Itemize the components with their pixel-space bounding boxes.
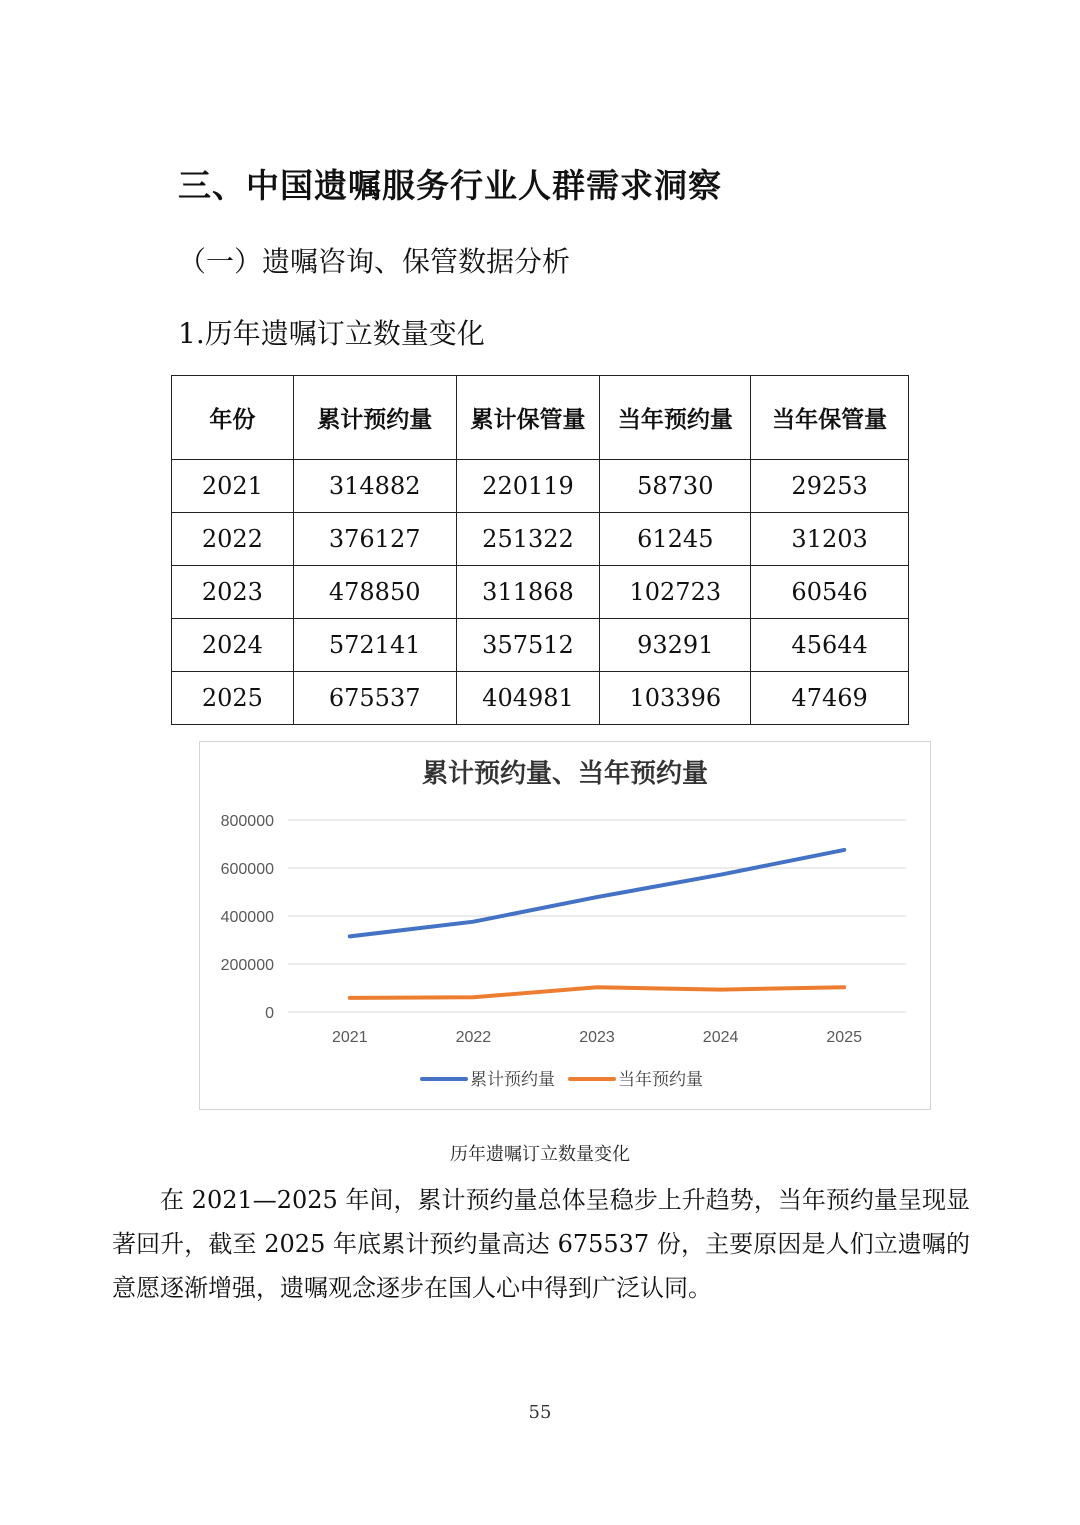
table-cell: 31203 <box>751 513 909 566</box>
y-tick-label: 600000 <box>220 861 274 878</box>
chart-canvas <box>200 742 930 1109</box>
series-line-1 <box>350 850 844 937</box>
table-cell: 103396 <box>600 672 751 725</box>
table-row <box>172 566 909 619</box>
x-tick-label: 2023 <box>579 1029 615 1046</box>
y-tick-label: 800000 <box>220 813 274 830</box>
table-cell: 47469 <box>751 672 909 725</box>
series-line-2 <box>350 987 844 998</box>
table-cell: 102723 <box>600 566 751 619</box>
chart-title: 累计预约量、当年预约量 <box>421 759 709 789</box>
table-cell: 45644 <box>751 619 909 672</box>
table-cell: 357512 <box>456 619 600 672</box>
table-cell: 376127 <box>293 513 456 566</box>
table-header-cell: 年份 <box>172 376 294 460</box>
legend-label: 累计预约量 <box>470 1070 555 1090</box>
table-cell: 2025 <box>172 672 294 725</box>
table-cell: 220119 <box>456 460 600 513</box>
table-cell: 572141 <box>293 619 456 672</box>
table-header-cell: 累计预约量 <box>293 376 456 460</box>
item-heading: 1.历年遗嘱订立数量变化 <box>178 317 485 350</box>
table-cell: 2023 <box>172 566 294 619</box>
table-cell: 478850 <box>293 566 456 619</box>
table-cell: 311868 <box>456 566 600 619</box>
table-row <box>172 619 909 672</box>
table-cell: 675537 <box>293 672 456 725</box>
figure-caption: 历年遗嘱订立数量变化 <box>450 1144 630 1165</box>
body-paragraph: 在 2021—2025 年间，累计预约量总体呈稳步上升趋势，当年预约量呈现显著回升，截至 2025 年底累计预约量高达 675537 份，主要原因是人们立遗嘱的意愿逐渐增强，遗嘱观念逐步在国人心中得到广泛认同。 <box>112 1186 970 1302</box>
data-table <box>171 375 909 725</box>
table-cell: 93291 <box>600 619 751 672</box>
table-cell: 2021 <box>172 460 294 513</box>
table-cell: 251322 <box>456 513 600 566</box>
table-row <box>172 513 909 566</box>
table-header-row <box>172 376 909 460</box>
section-heading: 三、中国遗嘱服务行业人群需求洞察 <box>178 166 722 205</box>
table-cell: 61245 <box>600 513 751 566</box>
page-number: 55 <box>528 1402 552 1423</box>
table-cell: 29253 <box>751 460 909 513</box>
x-tick-label: 2025 <box>826 1029 862 1046</box>
x-tick-label: 2024 <box>702 1029 739 1046</box>
table-row <box>172 672 909 725</box>
table-row <box>172 460 909 513</box>
table-cell: 60546 <box>751 566 909 619</box>
y-tick-label: 400000 <box>220 909 274 926</box>
x-tick-label: 2022 <box>455 1029 492 1046</box>
subsection-heading: （一）遗嘱咨询、保管数据分析 <box>178 245 571 278</box>
line-chart <box>199 741 931 1110</box>
table-cell: 2024 <box>172 619 294 672</box>
x-tick-label: 2021 <box>332 1029 368 1046</box>
table-header-cell: 累计保管量 <box>456 376 600 460</box>
table-cell: 404981 <box>456 672 600 725</box>
legend-label: 当年预约量 <box>618 1070 703 1090</box>
table-cell: 314882 <box>293 460 456 513</box>
table-cell: 2022 <box>172 513 294 566</box>
table-header-cell: 当年预约量 <box>600 376 751 460</box>
y-tick-label: 200000 <box>220 957 274 974</box>
table-cell: 58730 <box>600 460 751 513</box>
y-tick-label: 0 <box>265 1005 274 1022</box>
table-header-cell: 当年保管量 <box>751 376 909 460</box>
